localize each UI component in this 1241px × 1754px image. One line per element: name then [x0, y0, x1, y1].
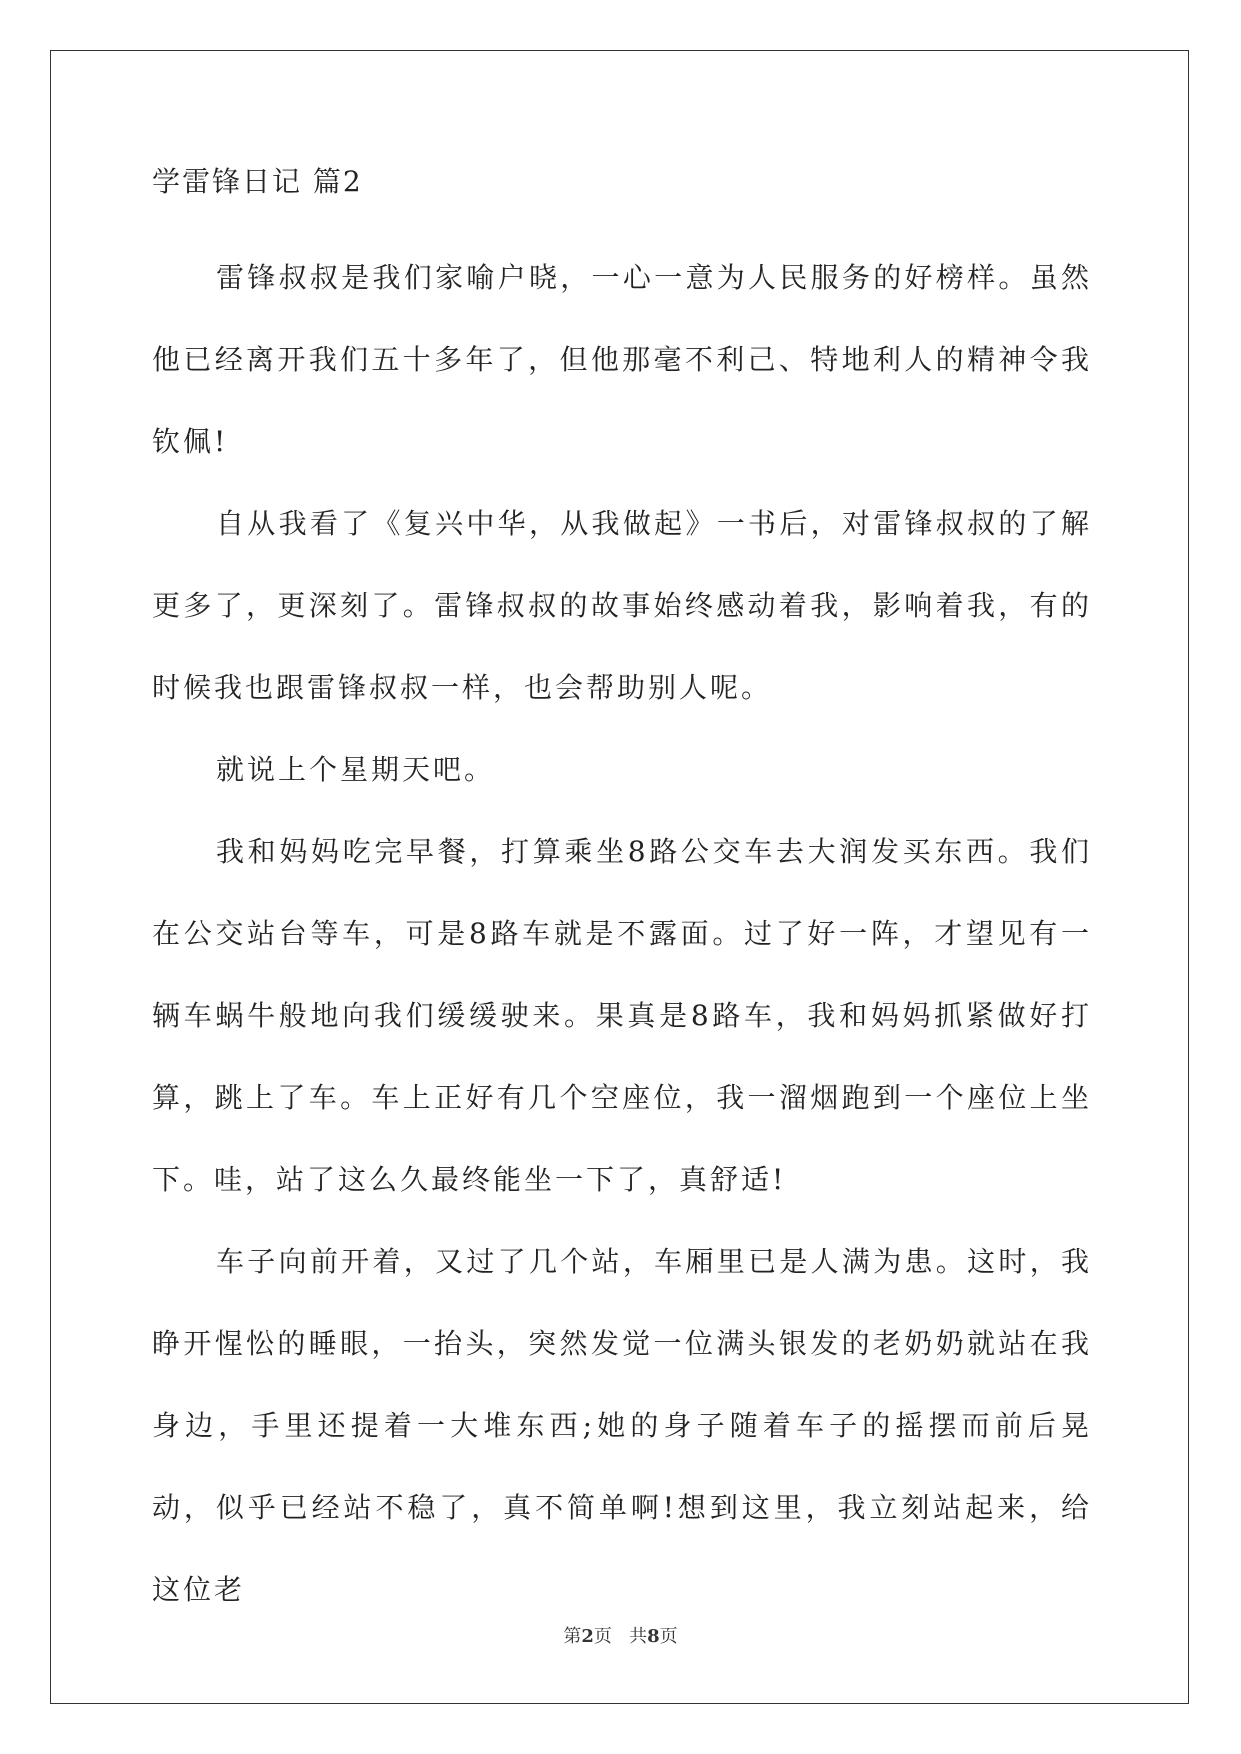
document-title: 学雷锋日记 篇2: [152, 165, 363, 198]
paragraph-5: 车子向前开着，又过了几个站，车厢里已是人满为患。这时，我睁开惺忪的睡眼，一抬头，突然发觉一位满头银发的老奶奶就站在我身边，手里还提着一大堆东西;她的身子随着车子的摇摆而前后晃动，似乎已经站不稳了，真不简单啊!想到这里，我立刻站起来，给这位老: [152, 1245, 1092, 1606]
footer-page-mid: 页 共: [593, 1626, 648, 1647]
paragraph-3: 就说上个星期天吧。: [216, 753, 496, 786]
footer-page-total: 8: [647, 1626, 660, 1647]
footer-page-prefix: 第: [563, 1626, 582, 1647]
paragraph-4: 我和妈妈吃完早餐，打算乘坐8路公交车去大润发买东西。我们在公交站台等车，可是8路车就是不露面。过了好一阵，才望见有一辆车蜗牛般地向我们缓缓驶来。果真是8路车，我和妈妈抓紧做好打算，跳上了车。车上正好有几个空座位，我一溜烟跑到一个座位上坐下。哇，站了这么久最终能坐一下了，真舒适!: [152, 835, 1092, 1196]
page-footer: [0, 1622, 1241, 1648]
footer-page-suffix: 页: [659, 1626, 678, 1647]
paragraph-1: 雷锋叔叔是我们家喻户晓，一心一意为人民服务的好榜样。虽然他已经离开我们五十多年了，但他那毫不利己、特地利人的精神令我钦佩!: [152, 261, 1092, 458]
footer-page-current: 2: [581, 1626, 594, 1647]
paragraph-2: 自从我看了《复兴中华，从我做起》一书后，对雷锋叔叔的了解更多了，更深刻了。雷锋叔叔的故事始终感动着我，影响着我，有的时候我也跟雷锋叔叔一样，也会帮助别人呢。: [152, 507, 1092, 704]
document-body: [152, 165, 1092, 1631]
